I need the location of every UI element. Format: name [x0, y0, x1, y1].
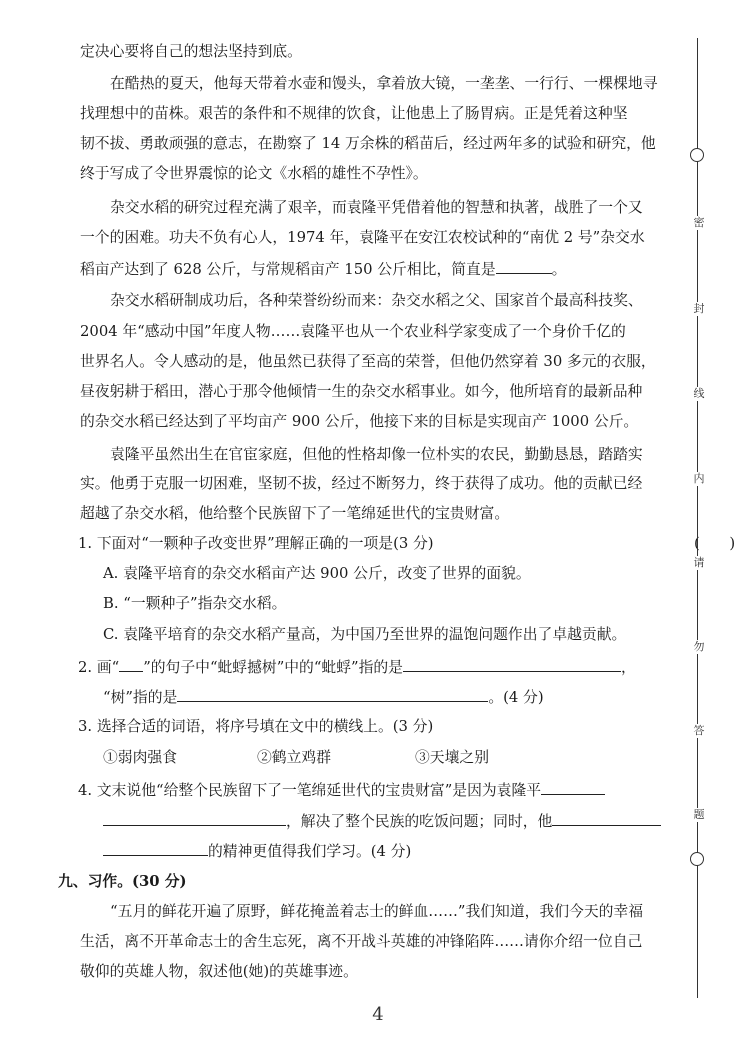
question-2	[78, 656, 674, 678]
question-text: ，	[620, 659, 636, 676]
passage-text: 稻亩产达到了 628 公斤，与常规稻亩产 150 公斤相比，简直是	[80, 261, 496, 278]
question-text: 4. 文末说他“给整个民族留下了一笔绵延世代的宝贵财富”是因为袁隆平	[78, 782, 542, 799]
answer-blank[interactable]	[541, 779, 605, 795]
prompt-line: 敬仰的英雄人物，叙述他(她)的英雄事迹。	[80, 963, 358, 980]
question-4	[78, 779, 674, 801]
seal-char: 线	[691, 387, 707, 401]
seal-char: 题	[691, 808, 707, 822]
passage-line: 袁隆平虽然出生在官宦家庭，但他的性格却像一位朴实的农民，勤勤恳恳，踏踏实	[110, 446, 643, 463]
section-title: 九、习作。(30 分)	[58, 873, 187, 890]
passage-text: 。	[551, 261, 567, 278]
question-text: ，解决了整个民族的吃饭问题；同时，他	[286, 813, 553, 830]
passage-line: 找理想中的苗株。艰苦的条件和不规律的饮食，让他患上了肠胃病。正是凭着这种坚	[80, 105, 628, 122]
option-a: A. 袁隆平培育的杂交水稻亩产达 900 公斤，改变了世界的面貌。	[103, 565, 531, 582]
passage-line: 韧不拔、勇敢顽强的意志，在勘察了 14 万余株的稻苗后，经过两年多的试验和研究，他	[80, 135, 656, 152]
passage-line: 杂交水稻研制成功后，各种荣誉纷纷而来：杂交水稻之父、国家首个最高科技奖、	[110, 292, 643, 309]
passage-line: 的杂交水稻已经达到了平均亩产 900 公斤，他接下来的目标是实现亩产 1000 公斤。	[80, 413, 639, 430]
passage-line: 昼夜躬耕于稻田，潜心于那令他倾情一生的杂交水稻事业。如今，他所培育的最新品种	[80, 383, 643, 400]
choice-1: ①弱肉强食	[103, 749, 177, 766]
underline-sample	[119, 656, 143, 672]
option-b: B. “一颗种子”指杂交水稻。	[103, 595, 287, 612]
prompt-line: 生活，离不开革命志士的舍生忘死，离不开战斗英雄的冲锋陷阵……请你介绍一位自己	[80, 933, 643, 950]
question-stem: 1. 下面对“一颗种子改变世界”理解正确的一项是(3 分)	[78, 535, 434, 552]
seal-char: 密	[691, 216, 707, 230]
passage-line	[80, 258, 676, 280]
seal-char: 答	[691, 724, 707, 738]
answer-blank[interactable]	[496, 258, 552, 274]
question-1	[78, 534, 736, 554]
question-2-line2	[103, 686, 699, 708]
prompt-line: “五月的鲜花开遍了原野，鲜花掩盖着志士的鲜血……”我们知道，我们今天的幸福	[110, 903, 644, 920]
answer-blank[interactable]	[403, 656, 621, 672]
seal-char: 封	[691, 302, 707, 316]
answer-blank[interactable]	[552, 810, 661, 826]
passage-line: 杂交水稻的研究过程充满了艰辛，而袁隆平凭借着他的智慧和执著，战胜了一个又	[110, 199, 643, 216]
answer-paren[interactable]: ( )	[694, 535, 736, 552]
choice-2: ②鹤立鸡群	[257, 749, 331, 766]
question-text: “树”指的是	[103, 689, 178, 706]
passage-line: 一个的困难。功夫不负有心人，1974 年，袁隆平在安江农校试种的“南优 2 号”杂交水	[80, 229, 645, 246]
answer-blank[interactable]	[103, 810, 286, 826]
passage-line: 定决心要将自己的想法坚持到底。	[80, 43, 302, 60]
passage-line: 实。他勇于克服一切困难，坚韧不拔，经过不断努力，终于获得了成功。他的贡献已经	[80, 475, 643, 492]
question-text: 的精神更值得我们学习。(4 分)	[208, 843, 412, 860]
binding-hole-icon	[690, 148, 704, 162]
passage-line: 超越了杂交水稻，他给整个民族留下了一笔绵延世代的宝贵财富。	[80, 505, 510, 522]
question-4-line3	[103, 840, 699, 862]
answer-blank[interactable]	[177, 686, 488, 702]
page-number: 4	[372, 1004, 384, 1025]
question-4-line2	[103, 810, 699, 832]
question-text: 。(4 分)	[488, 689, 544, 706]
question-text: ”的句子中“蚍蜉撼树”中的“蚍蜉”指的是	[143, 659, 403, 676]
passage-line: 2004 年“感动中国”年度人物……袁隆平也从一个农业科学家变成了一个身价千亿的	[80, 323, 626, 340]
seal-char: 请	[691, 556, 707, 570]
choice-3: ③天壤之别	[415, 749, 489, 766]
seal-char: 勿	[691, 640, 707, 654]
binding-hole-icon	[690, 852, 704, 866]
question-3: 3. 选择合适的词语，将序号填在文中的横线上。(3 分)	[78, 718, 434, 735]
passage-line: 终于写成了令世界震惊的论文《水稻的雄性不孕性》。	[80, 165, 428, 182]
option-c: C. 袁隆平培育的杂交水稻产量高，为中国乃至世界的温饱问题作出了卓越贡献。	[103, 626, 627, 643]
seal-char: 内	[691, 472, 707, 486]
question-text: 2. 画“	[78, 659, 120, 676]
passage-line: 在酷热的夏天，他每天带着水壶和馒头，拿着放大镜，一垄垄、一行行、一棵棵地寻	[110, 75, 658, 92]
passage-line: 世界名人。令人感动的是，他虽然已获得了至高的荣誉，但他仍然穿着 30 多元的衣服，	[80, 353, 656, 370]
answer-blank[interactable]	[103, 840, 208, 856]
